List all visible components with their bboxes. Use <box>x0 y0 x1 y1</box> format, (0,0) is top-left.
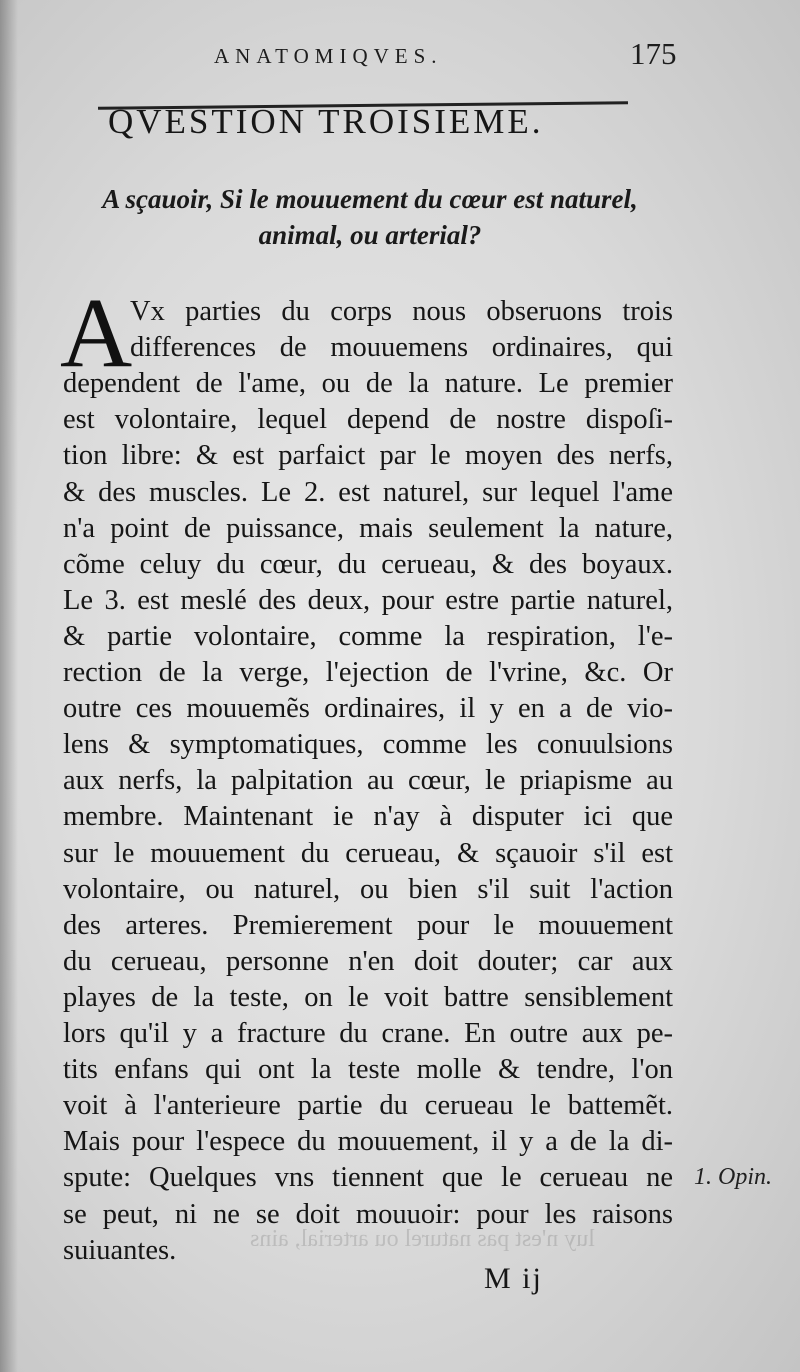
text-line: est volontaire, lequel depend de nostre dispoſi- <box>63 404 673 436</box>
text-line: dependent de l'ame, ou de la nature. Le premier <box>63 368 673 400</box>
text-line: lens & symptomatiques, comme les conuulsions <box>63 729 673 761</box>
text-line: voit à l'anterieure partie du cerueau le battemẽt. <box>63 1090 673 1122</box>
text-line: des arteres. Premierement pour le mouuement <box>63 909 673 941</box>
text-line: spute: Quelques vns tiennent que le cerueau ne <box>63 1162 673 1194</box>
bleed-through-text: luy n'est pas naturel ou arterial, ains <box>250 1226 595 1252</box>
running-title: ANATOMIQVES. <box>214 44 443 68</box>
text-line: & partie volontaire, comme la respiration, l'e- <box>63 620 673 652</box>
text-line: & des muscles. Le 2. est naturel, sur lequel l'ame <box>63 476 673 508</box>
text-line: playes de la teste, on le voit battre sensiblement <box>63 981 673 1013</box>
signature-mark: M ij <box>484 1262 543 1295</box>
subtitle-line-1: A sçauoir, Si le mouuement du cœur est naturel, <box>102 184 638 214</box>
margin-note: 1. Opin. <box>694 1164 772 1190</box>
text-line: Mais pour l'espece du mouuement, il y a de la di- <box>63 1126 673 1158</box>
text-line: sur le mouuement du cerueau, & sçauoir s'il est <box>63 837 673 869</box>
text-line: aux nerfs, la palpitation au cœur, le priapisme au <box>63 765 673 797</box>
text-line: suiuantes. <box>63 1234 177 1266</box>
text-line: volontaire, ou naturel, ou bien s'il suit l'action <box>63 873 673 905</box>
text-line: tion libre: & est parfaict par le moyen des nerfs, <box>63 440 673 472</box>
subtitle-line-2: animal, ou arterial? <box>258 220 482 250</box>
text-line: outre ces mouuemẽs ordinaires, il y en a de vio- <box>63 693 673 725</box>
text-line: membre. Maintenant ie n'ay à disputer ici que <box>63 801 673 833</box>
page-number: 175 <box>630 36 677 71</box>
drop-cap: A <box>60 277 133 388</box>
text-line: Le 3. est meslé des deux, pour estre partie naturel, <box>63 584 673 616</box>
text-line: differences de mouuemens ordinaires, qui <box>130 332 673 364</box>
chapter-title: QVESTION TROISIEME. <box>108 102 544 141</box>
text-line: rection de la verge, l'ejection de l'vrine, &c. Or <box>63 657 673 688</box>
text-line: se peut, ni ne se doit mouuoir: pour les raisons <box>63 1198 673 1230</box>
text-line: tits enfans qui ont la teste molle & tendre, l'on <box>63 1054 673 1086</box>
text-line: cõme celuy du cœur, du cerueau, & des boyaux. <box>63 548 673 580</box>
text-line: Vx parties du corps nous obseruons trois <box>130 296 673 327</box>
text-line: lors qu'il y a fracture du crane. En outre aux pe- <box>63 1018 673 1049</box>
text-line: n'a point de puissance, mais seulement la nature, <box>63 512 673 544</box>
page-gutter-shadow <box>0 0 18 1372</box>
text-line: du cerueau, personne n'en doit douter; car aux <box>63 945 673 977</box>
